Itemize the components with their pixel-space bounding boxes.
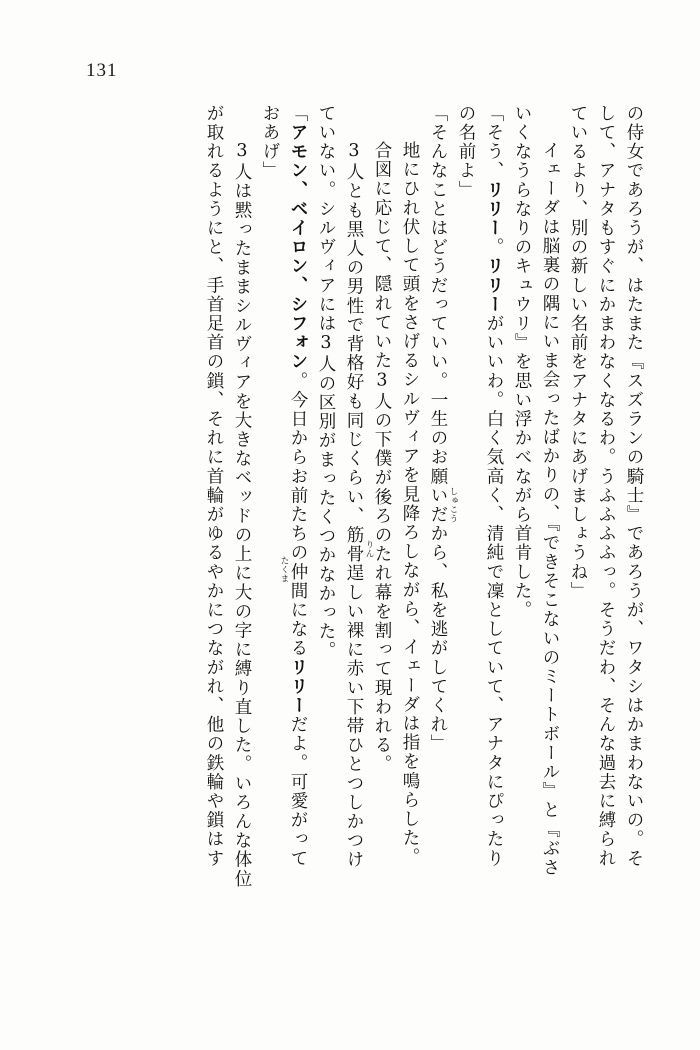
page-number: 131	[86, 60, 118, 81]
text-line: ていない。シルヴィアには3人の区別がまったくつかなかった。	[316, 104, 336, 661]
ruby-annotation-shukou: しゅこう	[448, 487, 458, 523]
text-line: 3人は黙ったままシルヴィアを大きなベッドの上に大の字に縛り直した。いろんな体位	[232, 122, 252, 889]
text-line: イェーダは脳裏の隅にいま会ったばかりの、『できそこないのミートボール』と『ぶさ	[540, 122, 560, 878]
text-line: 「そんなことはどうだっていい。一生のお願いだから、私を逃がしてくれ」	[428, 104, 448, 754]
ruby-annotation-rin: りん	[364, 540, 374, 558]
text-line: して、アナタもすぐにかまわなくなるわ。うふふふふっ。そうだわ、そんな過去に縛られ	[596, 104, 616, 868]
text-line: 「アモン、ベイロン、シフォン。今日からお前たちの仲間になるリリーだよ。可愛がって	[288, 104, 308, 869]
text-line: の侍女であろうが、はたまた『スズランの騎士』であろうが、ワタシはかまわないの。そ	[624, 104, 644, 868]
text-line: ているより、別の新しい名前をアナタにあげましょうね」	[568, 104, 588, 601]
text-line: おあげ」	[260, 104, 280, 181]
text-line: いくなうらなりのキュウリ』を思い浮かべながら首肯した。	[512, 104, 532, 620]
text-line: の名前よ」	[456, 104, 476, 200]
ruby-annotation-takuma: たくま	[279, 556, 289, 583]
text-line: 地にひれ伏して頭をさげるシルヴィアを見降ろしながら、イェーダは指を鳴らした。	[400, 122, 420, 867]
text-line: 3人とも黒人の男性で背格好も同じくらい、筋骨逞しい裸に赤い下帯ひとつしかつけ	[344, 122, 364, 870]
text-line: が取れるようにと、手首足首の鎖、それに首輪がゆるやかにつながれ、他の鉄輪や鎖はす	[204, 104, 224, 868]
vertical-text-block	[52, 104, 642, 984]
text-line: 合図に応じて、隠れていた3人の下僕が後ろのたれ幕を割って現われる。	[372, 122, 392, 774]
text-line: 「そう、リリー。リリーがいいわ。白く気高く、清純で凜としていて、アナタにぴったり	[484, 104, 504, 869]
